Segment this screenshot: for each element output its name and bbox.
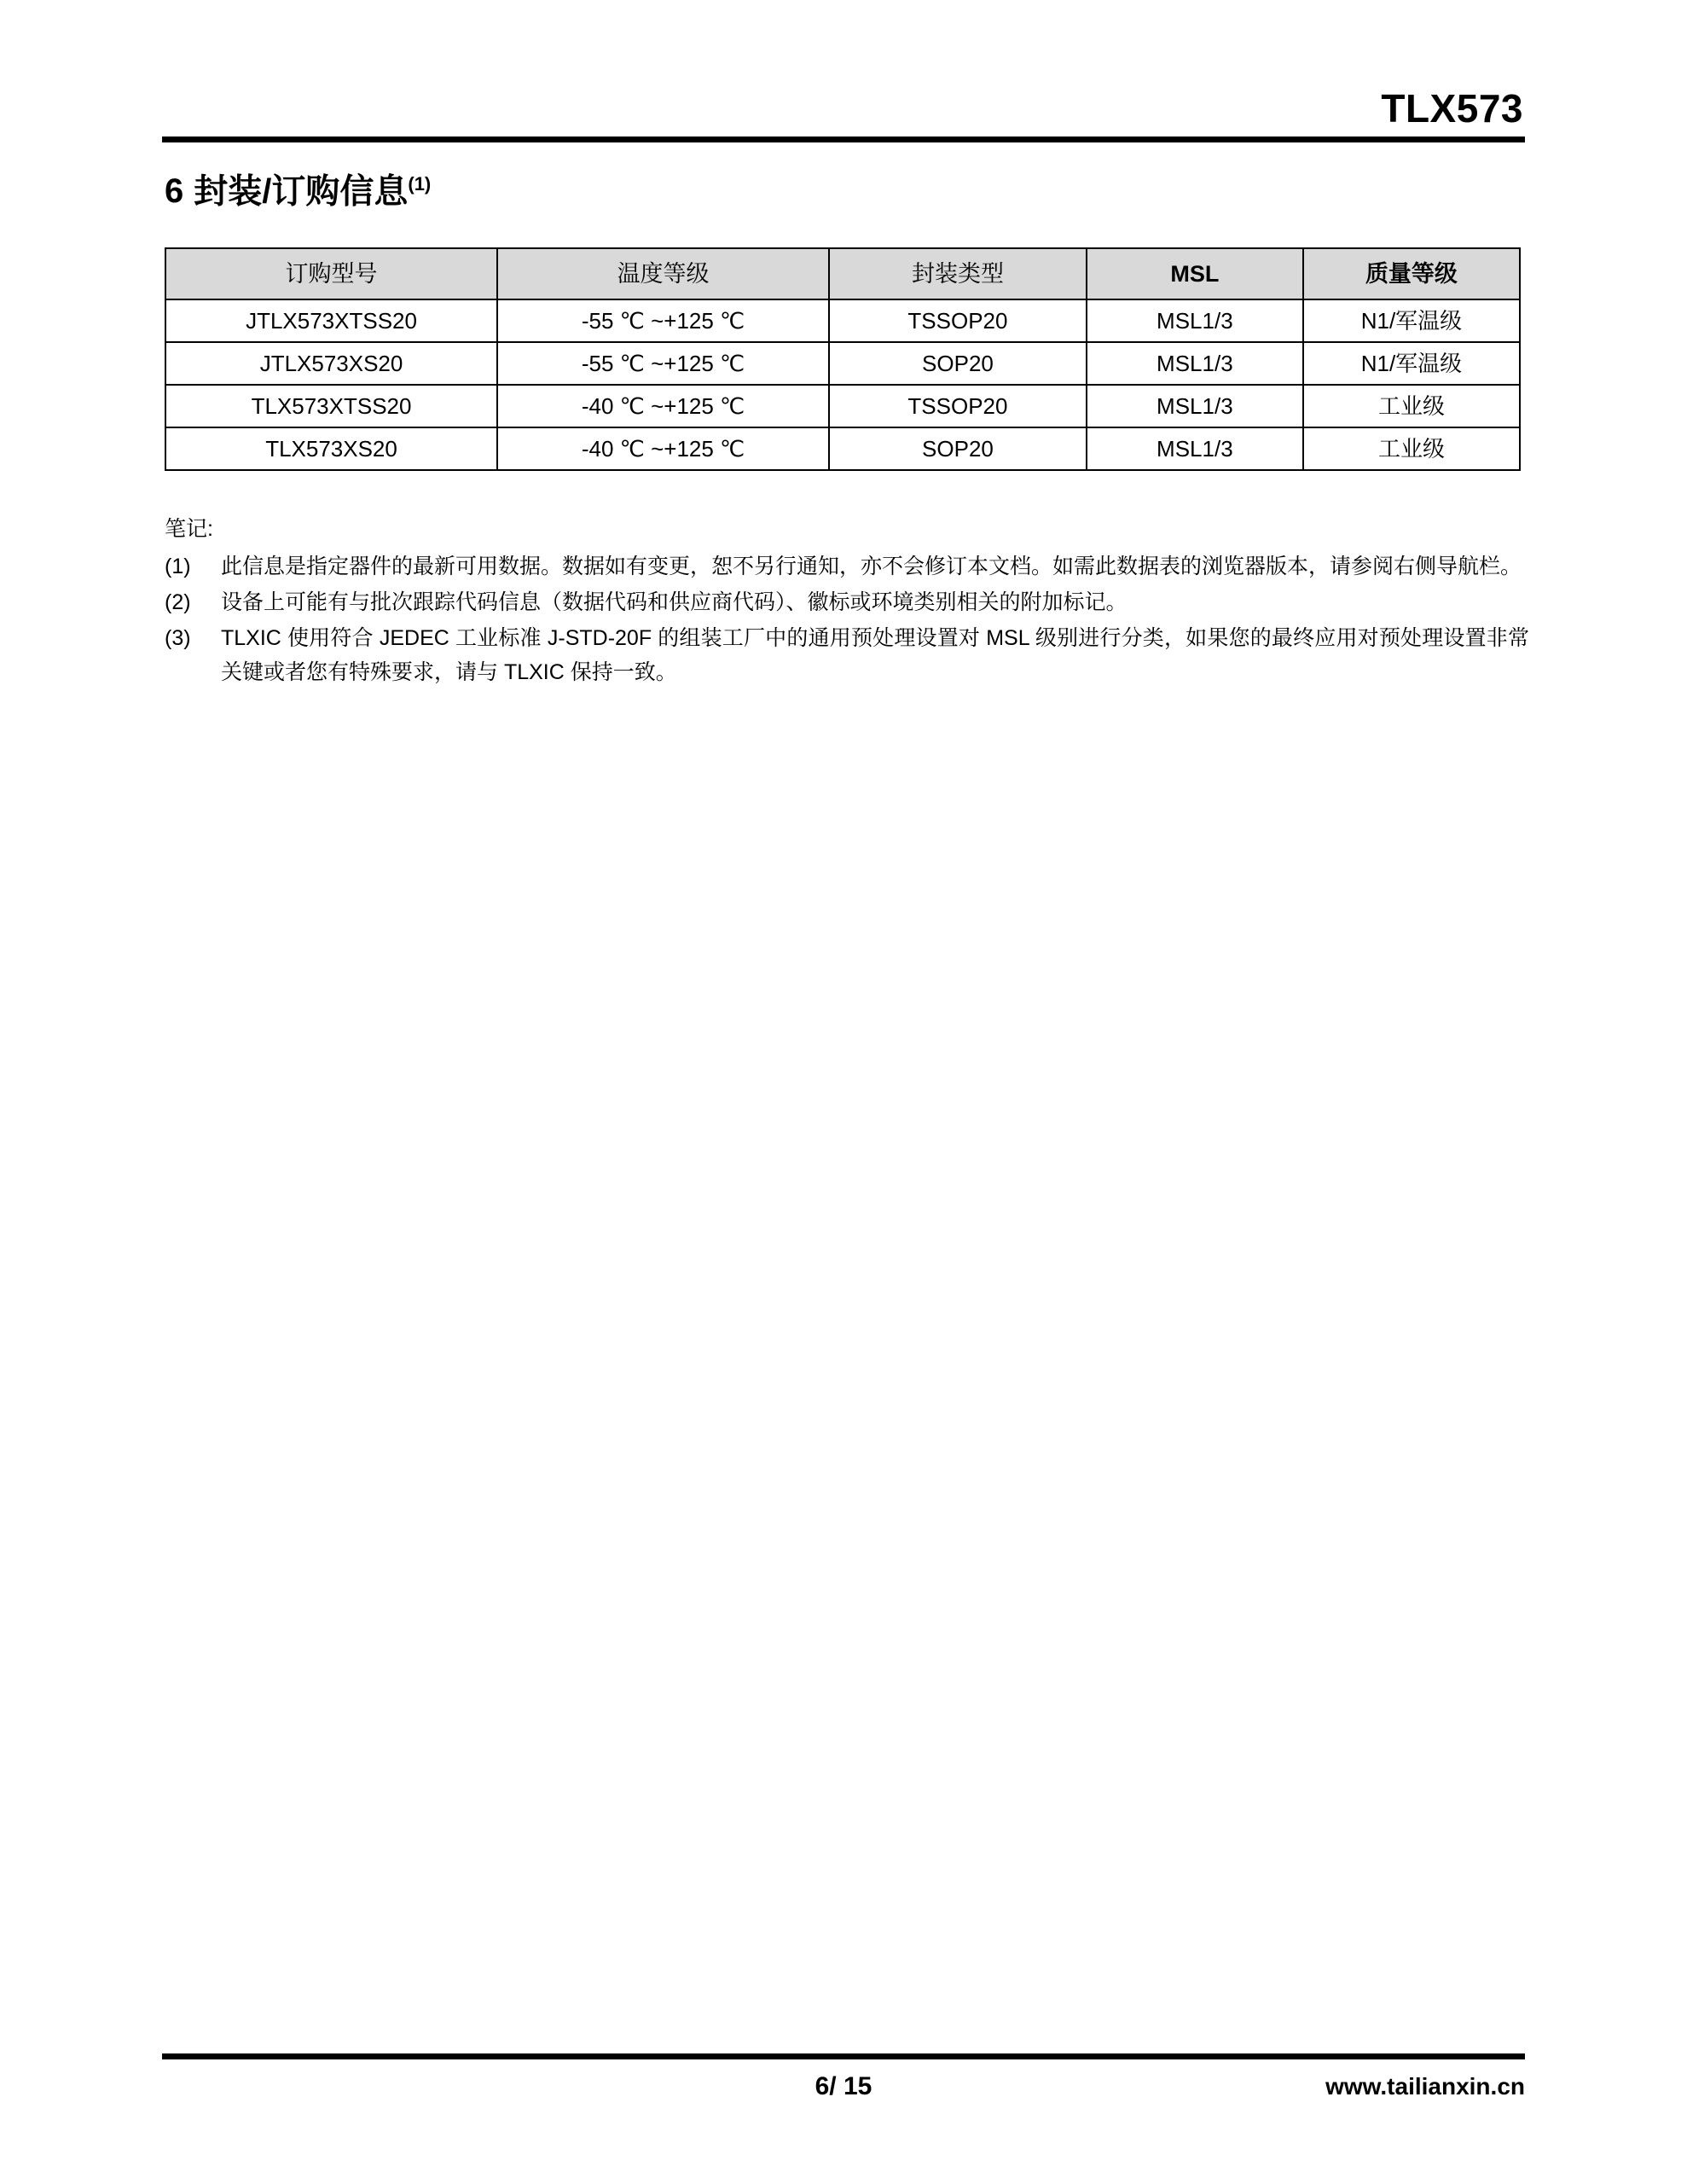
page-footer bbox=[162, 2053, 1525, 2106]
column-header-package-type: 封装类型 bbox=[829, 248, 1087, 299]
table-row bbox=[165, 342, 1520, 385]
column-header-order-number: 订购型号 bbox=[165, 248, 497, 299]
cell-order-number: JTLX573XS20 bbox=[165, 342, 497, 385]
cell-msl: MSL1/3 bbox=[1087, 385, 1303, 427]
cell-temperature-grade: -40 ℃ ~+125 ℃ bbox=[497, 427, 829, 470]
note-marker: (3) bbox=[165, 626, 191, 650]
notes-section bbox=[165, 512, 1529, 691]
column-header-msl: MSL bbox=[1087, 248, 1303, 299]
cell-quality-grade: 工业级 bbox=[1303, 427, 1520, 470]
note-item bbox=[165, 549, 1529, 584]
cell-msl: MSL1/3 bbox=[1087, 427, 1303, 470]
website-link[interactable]: www.tailianxin.cn bbox=[1325, 2073, 1525, 2100]
cell-order-number: TLX573XTSS20 bbox=[165, 385, 497, 427]
cell-order-number: TLX573XS20 bbox=[165, 427, 497, 470]
section-title-text: 封装/订购信息 bbox=[194, 172, 409, 211]
cell-msl: MSL1/3 bbox=[1087, 299, 1303, 342]
section-footnote-marker: (1) bbox=[408, 173, 432, 195]
section-number: 6 bbox=[165, 172, 184, 211]
page-header bbox=[162, 85, 1525, 142]
cell-quality-grade: N1/军温级 bbox=[1303, 342, 1520, 385]
ordering-information-table bbox=[165, 247, 1521, 471]
footer-divider bbox=[162, 2053, 1525, 2059]
cell-temperature-grade: -40 ℃ ~+125 ℃ bbox=[497, 385, 829, 427]
cell-package-type: TSSOP20 bbox=[829, 299, 1087, 342]
note-text: 设备上可能有与批次跟踪代码信息（数据代码和供应商代码）、徽标或环境类别相关的附加标记。 bbox=[221, 590, 1128, 614]
cell-quality-grade: 工业级 bbox=[1303, 385, 1520, 427]
column-header-temperature-grade: 温度等级 bbox=[497, 248, 829, 299]
note-text: 此信息是指定器件的最新可用数据。数据如有变更，恕不另行通知，亦不会修订本文档。如需此数据表的浏览器版本，请参阅右侧导航栏。 bbox=[221, 555, 1522, 578]
cell-temperature-grade: -55 ℃ ~+125 ℃ bbox=[497, 299, 829, 342]
page-title bbox=[165, 164, 431, 212]
cell-package-type: TSSOP20 bbox=[829, 385, 1087, 427]
note-item bbox=[165, 585, 1529, 619]
table-row bbox=[165, 299, 1520, 342]
cell-package-type: SOP20 bbox=[829, 427, 1087, 470]
page-number: 6/ 15 bbox=[815, 2072, 872, 2100]
cell-quality-grade: N1/军温级 bbox=[1303, 299, 1520, 342]
note-text: TLXIC 使用符合 JEDEC 工业标准 J-STD-20F 的组装工厂中的通用预处理设置对 MSL 级别进行分类，如果您的最终应用对预处理设置非常关键或者您有特殊要求，请与 TLXIC 保持一致。 bbox=[221, 626, 1529, 684]
column-header-quality-grade: 质量等级 bbox=[1303, 248, 1520, 299]
note-marker: (2) bbox=[165, 590, 191, 614]
header-divider bbox=[162, 136, 1525, 142]
note-item bbox=[165, 621, 1529, 689]
note-marker: (1) bbox=[165, 555, 191, 578]
cell-msl: MSL1/3 bbox=[1087, 342, 1303, 385]
table-row bbox=[165, 385, 1520, 427]
cell-temperature-grade: -55 ℃ ~+125 ℃ bbox=[497, 342, 829, 385]
notes-title: 笔记: bbox=[165, 517, 213, 541]
cell-package-type: SOP20 bbox=[829, 342, 1087, 385]
table-row bbox=[165, 427, 1520, 470]
table-header-row bbox=[165, 248, 1520, 299]
part-number-title: TLX573 bbox=[1381, 86, 1523, 131]
cell-order-number: JTLX573XTSS20 bbox=[165, 299, 497, 342]
